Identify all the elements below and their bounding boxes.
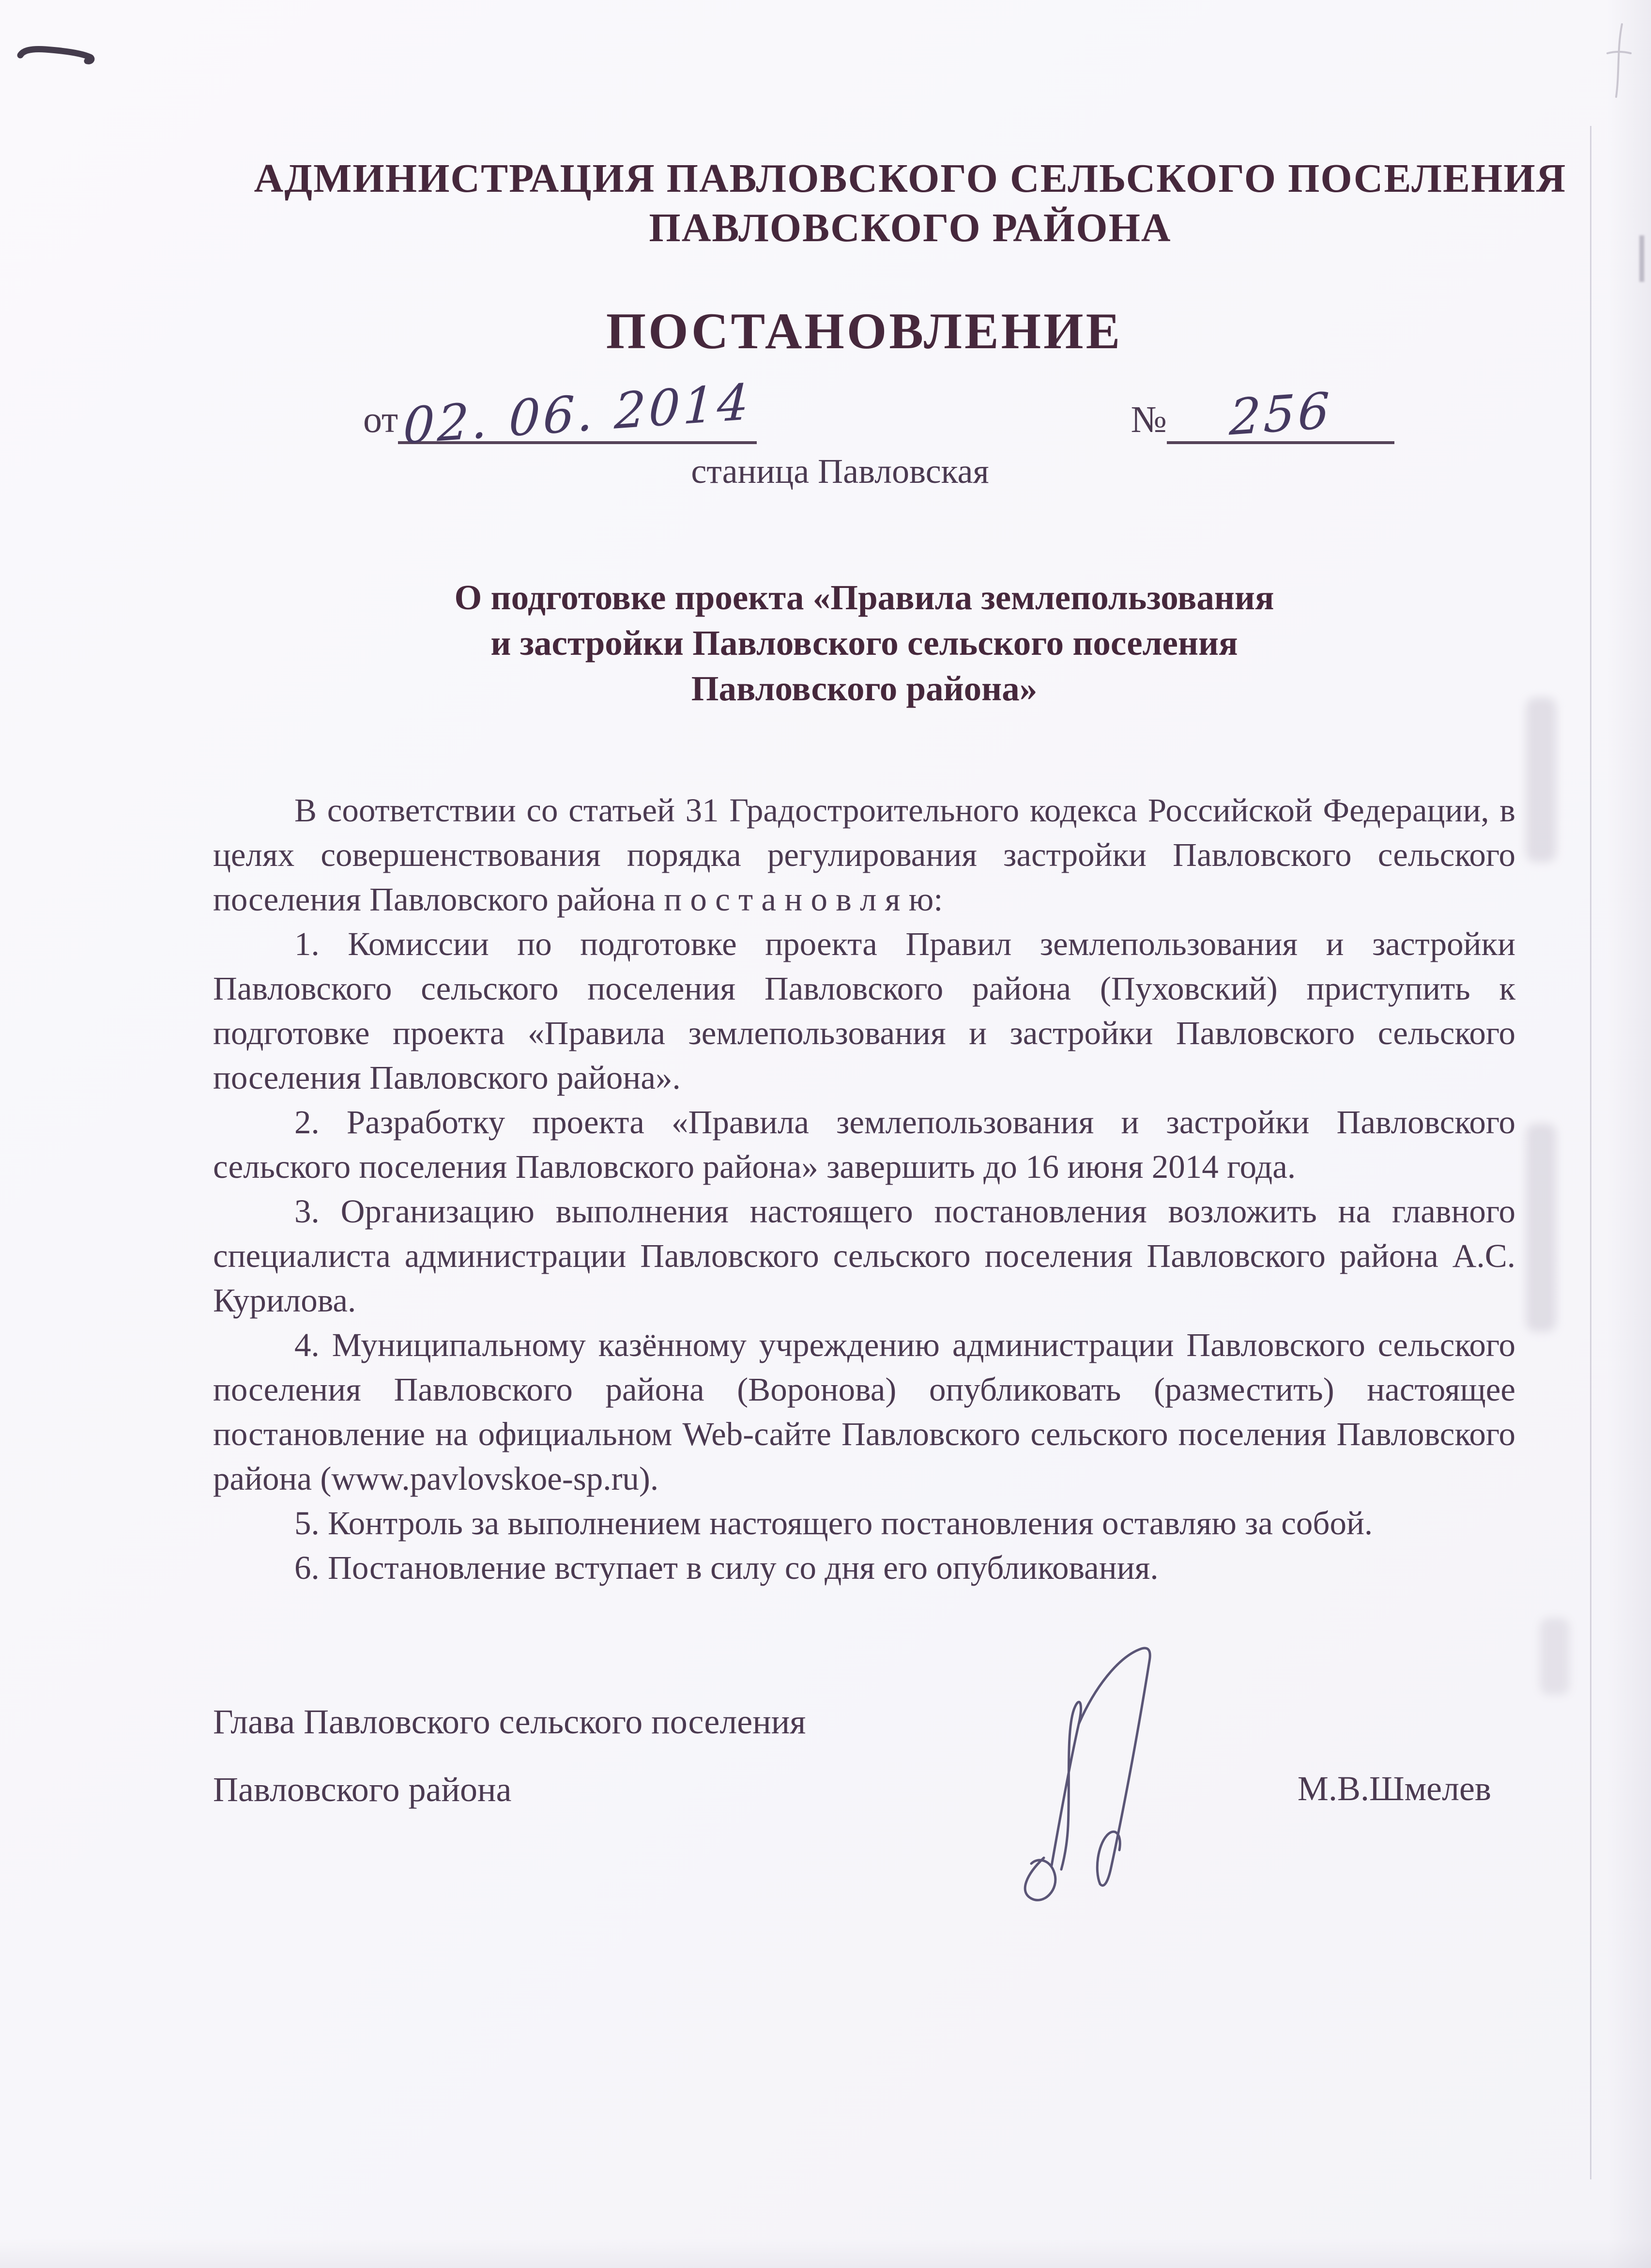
scan-edge-shadow <box>1607 0 1651 2268</box>
body-paragraph-item-1: 1. Комиссии по подготовке проекта Правил землепользования и застройки Павловского сельского поселения Павловского района (Пуховский) приступить к подготовке проекта «Правила землепользования и застройки Павловского сельского поселения Павловского района». <box>213 926 1515 1096</box>
date-label: от <box>363 398 398 440</box>
org-name-line2: ПАВЛОВСКОГО РАЙОНА <box>649 205 1172 250</box>
org-name <box>169 154 1651 253</box>
place-line: станица Павловская <box>691 452 989 491</box>
signer-position-line2: Павловского района <box>213 1770 512 1809</box>
date-number-row <box>363 373 1394 456</box>
signature-autograph <box>997 1642 1225 1913</box>
title-line-1: О подготовке проекта «Правила землепользования <box>454 578 1274 617</box>
body-paragraph-item-2: 2. Разработку проекта «Правила землепользования и застройки Павловского сельского поселения Павловского района» завершить до 16 июня 2014 года. <box>213 1104 1515 1185</box>
number-label: № <box>1131 398 1167 440</box>
signer-position-line1: Глава Павловского сельского поселения <box>213 1702 806 1741</box>
body-paragraph-item-5: 5. Контроль за выполнением настоящего постановления оставляю за собой. <box>294 1505 1373 1542</box>
pen-stroke-mark <box>16 43 108 77</box>
scan-smudge <box>1526 1124 1556 1332</box>
title-line-3: Павловского района» <box>691 669 1038 708</box>
title-line-2: и застройки Павловского сельского поселения <box>490 623 1238 663</box>
signer-name: М.В.Шмелев <box>1297 1769 1491 1808</box>
body-paragraph-item-4: 4. Муниципальному казённому учреждению администрации Павловского сельского поселения Павловского района (Воронова) опубликовать (разместить) настоящее постановление на официальном Web-сайте Павловского сельского поселения Павловского района (www.pavlovskoe-sp.ru). <box>213 1327 1515 1497</box>
date-blank-line <box>398 373 757 456</box>
document-title <box>77 575 1651 711</box>
number-handwritten-value: 256 <box>1228 382 1333 447</box>
document-body <box>213 788 1515 1590</box>
signer-position <box>213 1701 806 1810</box>
number-blank-line <box>1167 382 1394 447</box>
org-name-line1: АДМИНИСТРАЦИЯ ПАВЛОВСКОГО СЕЛЬСКОГО ПОСЕЛЕНИЯ <box>254 156 1567 201</box>
scanner-streak-line <box>1590 126 1591 2179</box>
date-handwritten-value: 02. 06. 2014 <box>402 373 753 456</box>
scan-smudge <box>1526 697 1556 862</box>
signature-block <box>213 1701 1491 1810</box>
scan-bottom-shadow <box>0 2239 1651 2268</box>
body-paragraph-item-6: 6. Постановление вступает в силу со дня его опубликования. <box>294 1549 1159 1586</box>
scan-smudge <box>1540 1618 1570 1695</box>
document-type-heading: ПОСТАНОВЛЕНИЕ <box>606 303 1123 359</box>
body-paragraph-preamble: В соответствии со статьей 31 Градостроительного кодекса Российской Федерации, в целях совершенствования порядка регулирования застройки Павловского сельского поселения Павловского района п о с т а н о в л я ю: <box>213 792 1515 918</box>
body-paragraph-item-3: 3. Организацию выполнения настоящего постановления возложить на главного специалиста администрации Павловского сельского поселения Павловского района А.С. Курилова. <box>213 1193 1515 1319</box>
number-field <box>1131 382 1394 447</box>
date-field <box>363 373 757 456</box>
